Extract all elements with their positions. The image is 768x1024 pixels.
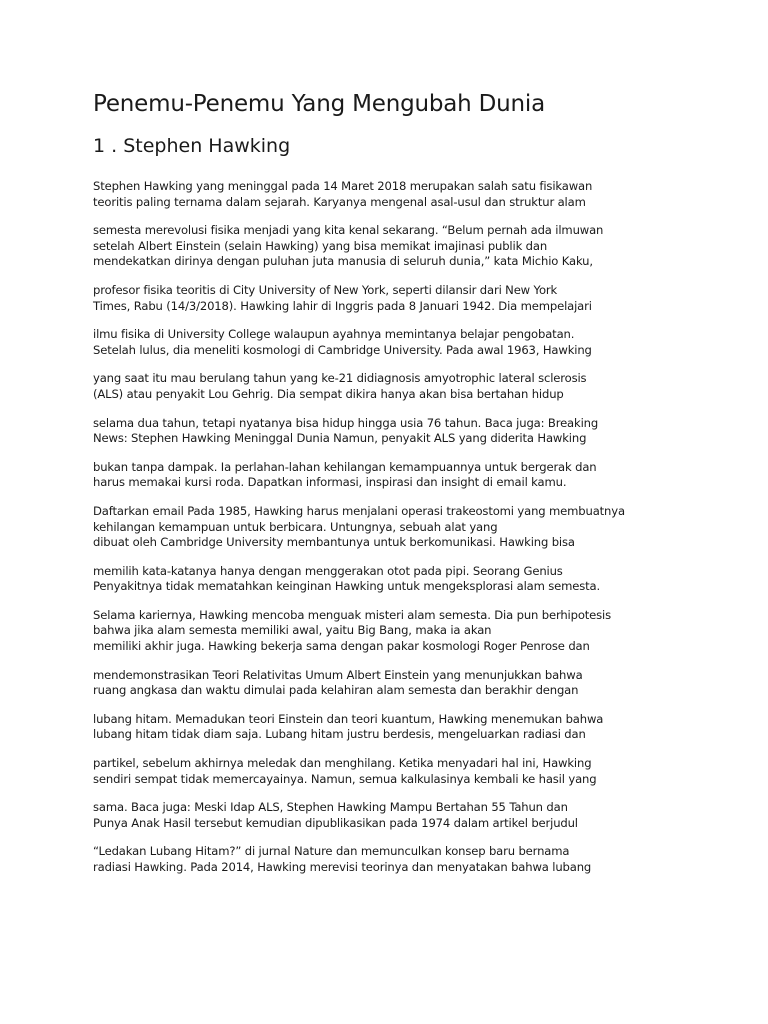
text-line: sendiri sempat tidak memercayainya. Namun, semua kalkulasinya kembali ke hasil yang xyxy=(93,771,597,786)
paragraph xyxy=(93,712,698,743)
text-line: News: Stephen Hawking Meninggal Dunia Namun, penyakit ALS yang diderita Hawking xyxy=(93,431,587,446)
paragraph xyxy=(93,327,698,358)
paragraph xyxy=(93,223,698,270)
text-line: kehilangan kemampuan untuk berbicara. Untungnya, sebuah alat yang xyxy=(93,519,498,534)
document-title: Penemu-Penemu Yang Mengubah Dunia xyxy=(93,91,545,117)
text-line: memilih kata-katanya hanya dengan menggerakan otot pada pipi. Seorang Genius xyxy=(93,563,563,578)
text-line: profesor fisika teoritis di City University of New York, seperti dilansir dari New York xyxy=(93,282,558,297)
text-line: selama dua tahun, tetapi nyatanya bisa hidup hingga usia 76 tahun. Baca juga: Breaking xyxy=(93,415,599,430)
text-line: harus memakai kursi roda. Dapatkan informasi, inspirasi dan insight di email kamu. xyxy=(93,475,567,490)
text-line: Daftarkan email Pada 1985, Hawking harus menjalani operasi trakeostomi yang membuatnya xyxy=(93,503,625,518)
text-line: radiasi Hawking. Pada 2014, Hawking merevisi teorinya dan menyatakan bahwa lubang xyxy=(93,860,592,874)
text-line: memiliki akhir juga. Hawking bekerja sama dengan pakar kosmologi Roger Penrose dan xyxy=(93,639,590,654)
text-line: sama. Baca juga: Meski Idap ALS, Stephen Hawking Mampu Bertahan 55 Tahun dan xyxy=(93,800,568,815)
text-line: mendekatkan dirinya dengan puluhan juta manusia di seluruh dunia,” kata Michio Kaku, xyxy=(93,254,593,269)
paragraph xyxy=(93,460,698,491)
text-line: mendemonstrasikan Teori Relativitas Umum Albert Einstein yang menunjukkan bahwa xyxy=(93,667,583,682)
paragraph xyxy=(93,371,698,402)
text-line: partikel, sebelum akhirnya meledak dan menghilang. Ketika menyadari hal ini, Hawking xyxy=(93,756,592,771)
paragraph xyxy=(93,179,698,210)
text-line: Penyakitnya tidak mematahkan keinginan Hawking untuk mengeksplorasi alam semesta. xyxy=(93,579,601,594)
text-line: ilmu fisika di University College walaupun ayahnya memintanya belajar pengobatan. xyxy=(93,327,575,342)
paragraph xyxy=(93,800,698,831)
paragraph xyxy=(93,756,698,787)
section-heading: 1 . Stephen Hawking xyxy=(93,135,291,157)
text-line: ruang angkasa dan waktu dimulai pada kelahiran alam semesta dan berakhir dengan xyxy=(93,683,579,698)
text-line: yang saat itu mau berulang tahun yang ke-21 didiagnosis amyotrophic lateral sclerosis xyxy=(93,371,587,386)
text-line: Punya Anak Hasil tersebut kemudian dipublikasikan pada 1974 dalam artikel berjudul xyxy=(93,815,578,830)
text-line: (ALS) atau penyakit Lou Gehrig. Dia sempat dikira hanya akan bisa bertahan hidup xyxy=(93,386,564,401)
paragraph xyxy=(93,283,698,314)
paragraph xyxy=(93,504,698,551)
text-line: Times, Rabu (14/3/2018). Hawking lahir di Inggris pada 8 Januari 1942. Dia mempelajari xyxy=(93,298,592,313)
body-text xyxy=(93,179,698,876)
text-line: dibuat oleh Cambridge University membantunya untuk berkomunikasi. Hawking bisa xyxy=(93,535,575,550)
text-line: Selama kariernya, Hawking mencoba menguak misteri alam semesta. Dia pun berhipotesis xyxy=(93,607,612,622)
text-line: lubang hitam tidak diam saja. Lubang hitam justru berdesis, mengeluarkan radiasi dan xyxy=(93,727,586,742)
text-line: teoritis paling ternama dalam sejarah. Karyanya mengenal asal-usul dan struktur alam xyxy=(93,194,586,209)
text-line: bahwa jika alam semesta memiliki awal, yaitu Big Bang, maka ia akan xyxy=(93,623,492,638)
text-line: Stephen Hawking yang meninggal pada 14 Maret 2018 merupakan salah satu fisikawan xyxy=(93,179,593,193)
text-line: “Ledakan Lubang Hitam?” di jurnal Nature dan memunculkan konsep baru bernama xyxy=(93,844,570,859)
paragraph xyxy=(93,608,698,655)
paragraph xyxy=(93,668,698,699)
text-line: lubang hitam. Memadukan teori Einstein dan teori kuantum, Hawking menemukan bahwa xyxy=(93,711,604,726)
paragraph xyxy=(93,564,698,595)
paragraph xyxy=(93,416,698,447)
paragraph xyxy=(93,844,698,875)
text-line: bukan tanpa dampak. Ia perlahan-lahan kehilangan kemampuannya untuk bergerak dan xyxy=(93,459,597,474)
text-line: Setelah lulus, dia meneliti kosmologi di Cambridge University. Pada awal 1963, Hawking xyxy=(93,342,592,357)
text-line: setelah Albert Einstein (selain Hawking) yang bisa memikat imajinasi publik dan xyxy=(93,238,548,253)
text-line: semesta merevolusi fisika menjadi yang kita kenal sekarang. “Belum pernah ada ilmuwan xyxy=(93,223,604,238)
